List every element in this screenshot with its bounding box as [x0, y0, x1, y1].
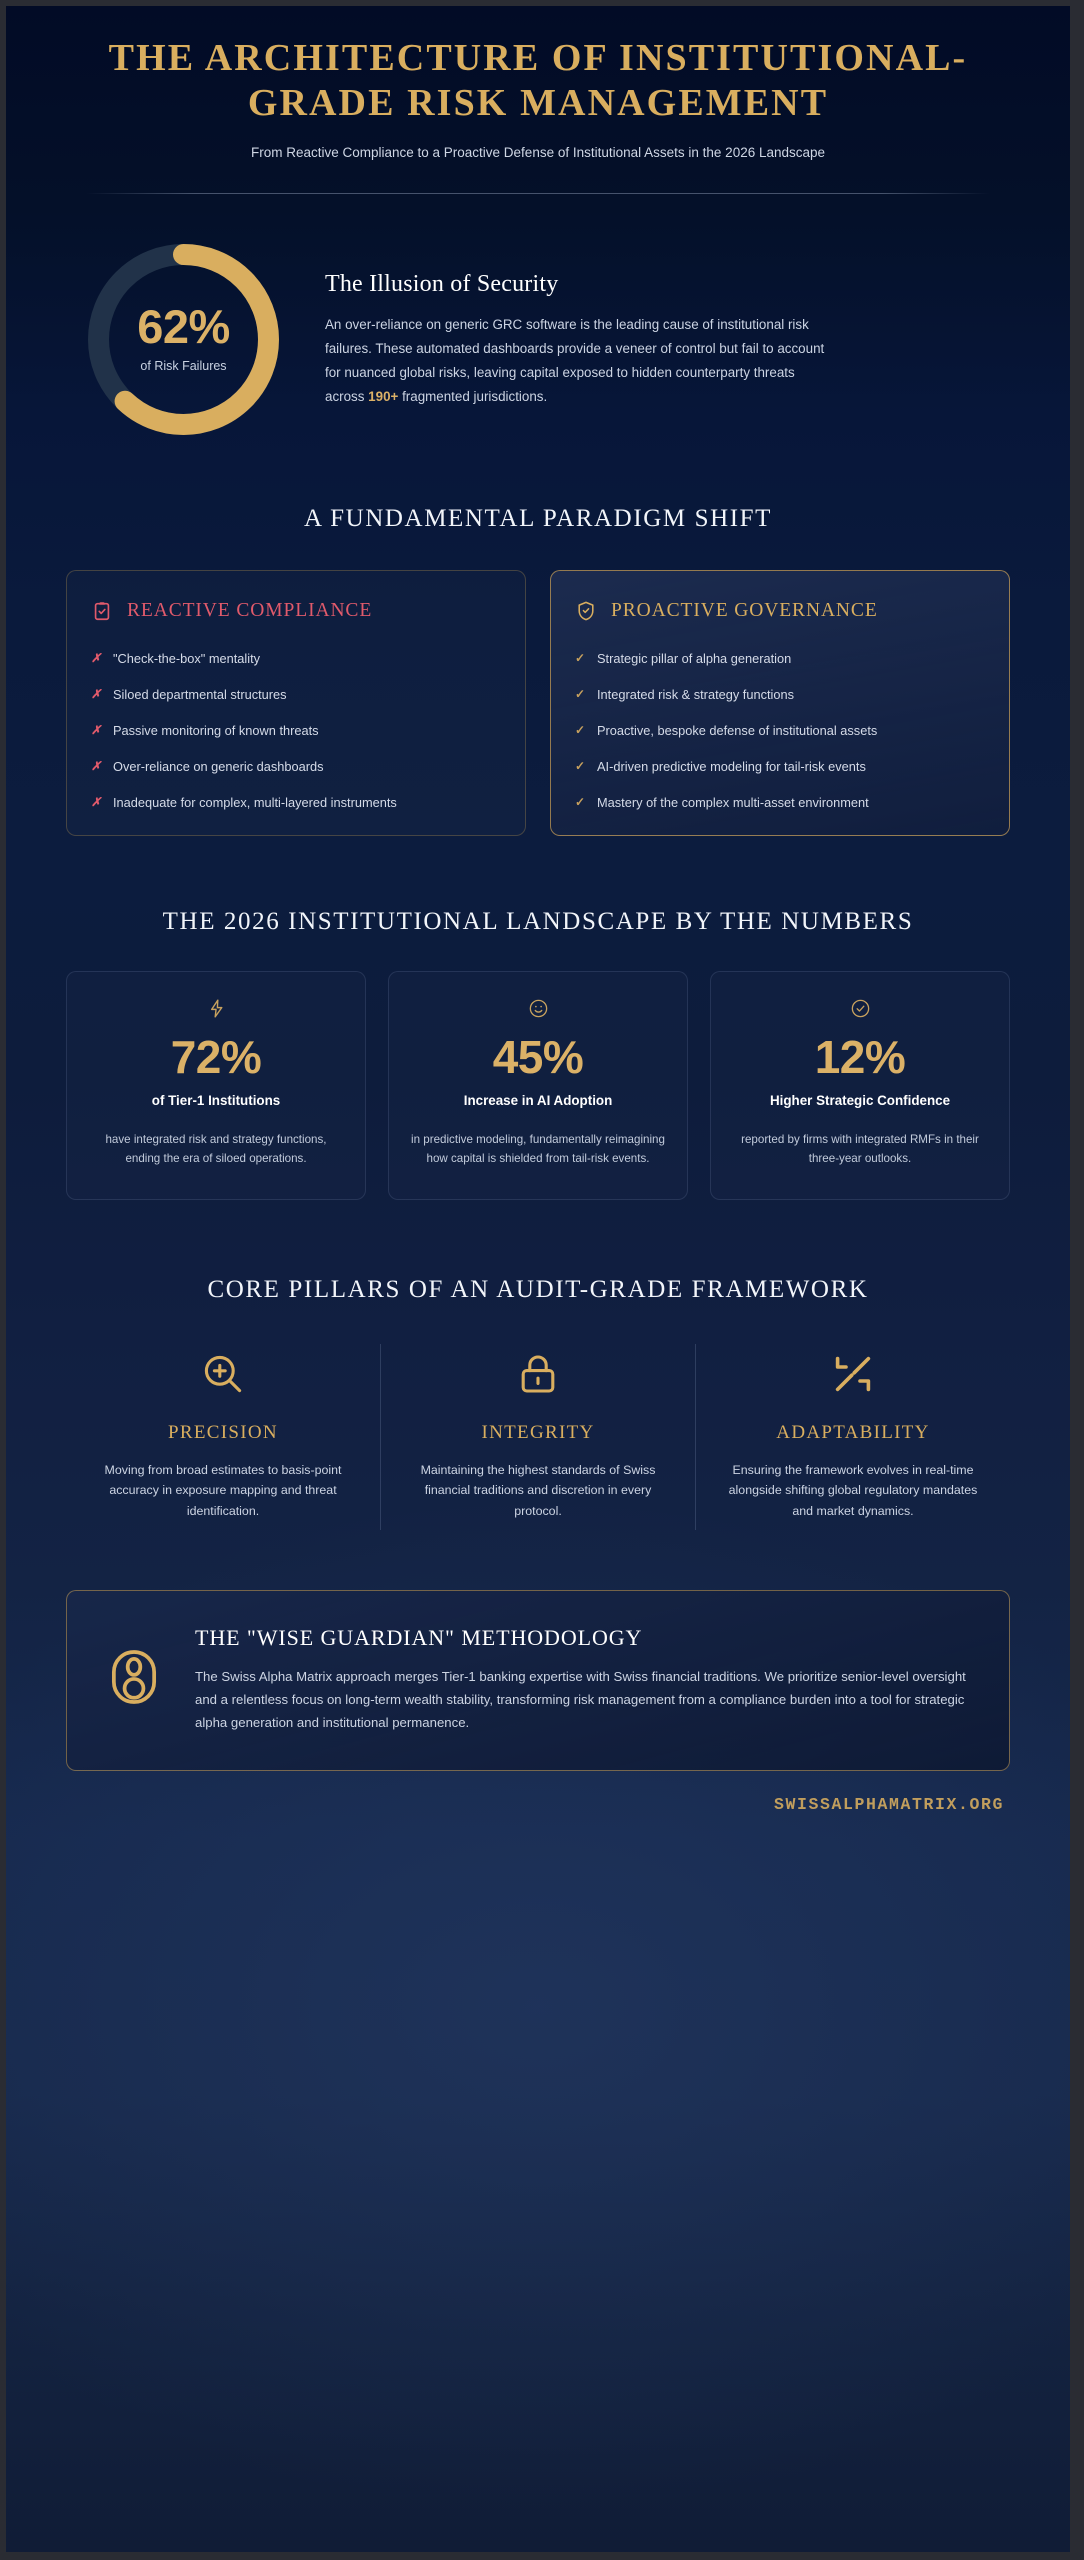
list-item [91, 793, 501, 812]
donut-label: of Risk Failures [140, 359, 227, 374]
pillar-title: PRECISION [168, 1421, 278, 1443]
magnifier-plus-icon [92, 1348, 354, 1400]
hero-body-part2: fragmented jurisdictions. [398, 388, 548, 404]
page-title: THE ARCHITECTURE OF INSTITUTIONAL-GRADE RISK MANAGEMENT [108, 37, 968, 124]
guardian-body [195, 1625, 971, 1734]
stat-label: Higher Strategic Confidence [769, 1092, 951, 1108]
list-item [91, 685, 501, 704]
list-item-text: Integrated risk & strategy functions [597, 686, 795, 702]
list-item [575, 649, 985, 668]
stat-description: have integrated risk and strategy functions, ending the era of siloed operations. [105, 1133, 327, 1166]
footer [6, 1771, 1070, 1814]
smiley-face-icon [409, 998, 667, 1024]
reactive-card-title: REACTIVE COMPLIANCE [127, 599, 373, 621]
list-item [575, 793, 985, 812]
stat-label: of Tier-1 Institutions [151, 1092, 281, 1108]
list-item-text: "Check-the-box" mentality [113, 650, 261, 666]
guardian-section [6, 1590, 1070, 1771]
lightning-bolt-icon [87, 998, 345, 1024]
hero-section [6, 194, 1070, 443]
donut-value: 62% [137, 300, 230, 354]
paradigm-section-title: A FUNDAMENTAL PARADIGM SHIFT [303, 504, 773, 532]
list-item [575, 721, 985, 740]
check-marker-icon: ✓ [575, 722, 586, 737]
infographic-sheet [6, 6, 1070, 2552]
list-item-text: Proactive, bespoke defense of institutional assets [597, 722, 878, 738]
list-item-text: AI-driven predictive modeling for tail-risk events [597, 759, 866, 775]
risk-failure-donut-chart [80, 236, 287, 443]
guardian-paragraph: The Swiss Alpha Matrix approach merges Tier-1 banking expertise with Swiss financial traditions. We prioritize senior-level oversight and a relentless focus on long-term wealth stability, transforming risk management from a compliance burden into a tool for strategic alpha generation and institutional permanence. [195, 1668, 966, 1730]
donut-center-labels [80, 236, 287, 443]
list-item-text: Siloed departmental structures [113, 686, 287, 702]
proactive-governance-card [550, 570, 1010, 836]
proactive-card-header [575, 598, 985, 627]
comparison-grid [66, 570, 1010, 836]
x-marker-icon: ✗ [91, 650, 102, 665]
list-item [91, 721, 501, 740]
reactive-card-header [91, 598, 501, 627]
list-item-text: Mastery of the complex multi-asset environment [597, 795, 869, 811]
x-marker-icon: ✗ [91, 686, 102, 701]
stat-card-tier1 [66, 971, 366, 1200]
hero-heading: The Illusion of Security [325, 271, 559, 298]
pillar-description: Maintaining the highest standards of Swiss financial traditions and discretion in every protocol. [420, 1462, 656, 1519]
x-marker-icon: ✗ [91, 795, 102, 810]
pillar-integrity [380, 1344, 695, 1530]
list-item [91, 757, 501, 776]
hero-body-part1: An over-reliance on generic GRC software is the leading cause of institutional risk failures. These automated dashboards provide a veneer of control but fail to account for nuanced global risks, leaving capital exposed to hidden counterparty threats across [325, 317, 825, 404]
stats-grid [66, 971, 1010, 1200]
x-marker-icon: ✗ [91, 722, 102, 737]
list-item-text: Over-reliance on generic dashboards [113, 759, 324, 775]
proactive-items-list [575, 649, 985, 813]
stats-section-title: THE 2026 INSTITUTIONAL LANDSCAPE BY THE NUMBERS [162, 907, 914, 935]
page-subtitle: From Reactive Compliance to a Proactive Defense of Institutional Assets in the 2026 Landscape [250, 144, 826, 160]
x-marker-icon: ✗ [91, 759, 102, 774]
list-item-text: Inadequate for complex, multi-layered instruments [113, 795, 397, 811]
pillars-section [6, 1276, 1070, 1530]
check-marker-icon: ✓ [575, 759, 586, 774]
pillar-title: ADAPTABILITY [776, 1421, 930, 1443]
list-item [91, 649, 501, 668]
stat-card-confidence [710, 971, 1010, 1200]
stat-description: reported by firms with integrated RMFs in their three-year outlooks. [741, 1133, 979, 1166]
pillar-adaptability [695, 1344, 1010, 1530]
guardian-person-icon [103, 1646, 165, 1713]
hero-highlight: 190+ [368, 388, 399, 404]
reactive-compliance-card [66, 570, 526, 836]
stat-description: in predictive modeling, fundamentally reimagining how capital is shielded from tail-risk events. [411, 1133, 665, 1166]
check-circle-icon [731, 998, 989, 1024]
pillars-section-title: CORE PILLARS OF AN AUDIT-GRADE FRAMEWORK [207, 1275, 869, 1303]
pillar-precision [66, 1344, 380, 1530]
paradigm-section [6, 505, 1070, 836]
check-marker-icon: ✓ [575, 795, 586, 810]
stat-value: 12% [814, 1030, 906, 1083]
proactive-card-title: PROACTIVE GOVERNANCE [611, 599, 878, 621]
pillars-grid [66, 1344, 1010, 1530]
pillar-description: Ensuring the framework evolves in real-time alongside shifting global regulatory mandates and market dynamics. [728, 1462, 978, 1519]
clipboard-check-icon [91, 600, 113, 627]
list-item [575, 685, 985, 704]
guardian-title: THE "WISE GUARDIAN" METHODOLOGY [195, 1624, 643, 1650]
expand-arrows-icon [722, 1348, 984, 1400]
guardian-card [66, 1590, 1010, 1771]
reactive-items-list [91, 649, 501, 813]
list-item-text: Passive monitoring of known threats [113, 722, 319, 738]
list-item-text: Strategic pillar of alpha generation [597, 650, 792, 666]
stat-value: 72% [170, 1030, 262, 1083]
stats-section [6, 908, 1070, 1200]
shield-check-icon [575, 600, 597, 627]
header [6, 6, 1070, 194]
pillar-title: INTEGRITY [481, 1421, 595, 1443]
hero-paragraph [325, 313, 835, 408]
pillar-description: Moving from broad estimates to basis-point accuracy in exposure mapping and threat identification. [104, 1462, 342, 1519]
footer-url[interactable]: SWISSALPHAMATRIX.ORG [773, 1794, 1004, 1814]
check-marker-icon: ✓ [575, 686, 586, 701]
stat-label: Increase in AI Adoption [463, 1092, 613, 1108]
check-marker-icon: ✓ [575, 650, 586, 665]
stat-card-ai-adoption [388, 971, 688, 1200]
list-item [575, 757, 985, 776]
stat-value: 45% [492, 1030, 584, 1083]
lock-icon [407, 1348, 669, 1400]
hero-text [325, 269, 996, 408]
